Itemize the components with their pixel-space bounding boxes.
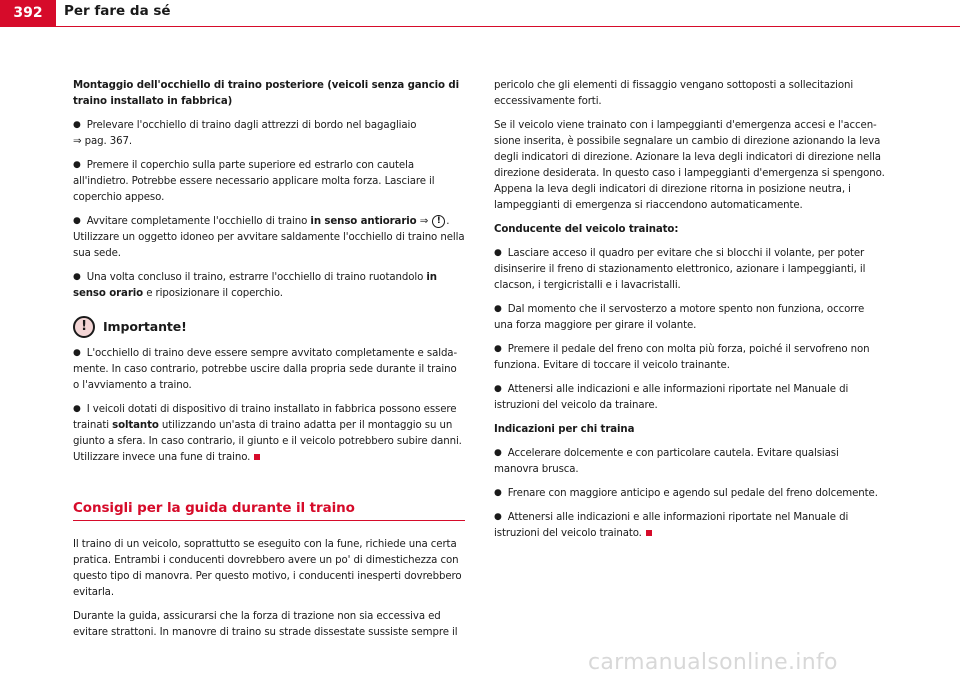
page-reference-link[interactable]: pag. 367.	[84, 136, 133, 147]
mount-heading: Montaggio dell'occhiello di traino posteriore (veicoli senza gancio di traino installato in fabbrica)	[73, 80, 459, 107]
section-title: Consigli per la guida durante il traino	[73, 500, 465, 521]
page-header	[0, 0, 960, 27]
paragraph: Durante la guida, assicurarsi che la forza di trazione non sia eccessiva ed evitare strattoni. In manovre di traino su strade dissestate sussiste sempre il	[73, 611, 458, 638]
end-mark-icon	[646, 530, 652, 536]
list-item: ● I veicoli dotati di dispositivo di traino installato in fabbrica possono essere trainati soltanto utilizzando un'asta di traino adatta per il montaggio su un giunto a sfera. In caso contrario, il giunto e il veicolo potrebbero subire danni. Utilizzare invece una fune di traino.	[73, 402, 465, 466]
towing-driver-heading: Indicazioni per chi traina	[494, 424, 635, 435]
list-item: ● L'occhiello di traino deve essere sempre avvitato completamente e salda-mente. In caso contrario, potrebbe uscire dalla propria sede durante il traino o l'avviamento a traino.	[73, 346, 465, 394]
list-item: ● Frenare con maggiore anticipo e agendo sul pedale del freno dolcemente.	[494, 486, 886, 502]
paragraph: Se il veicolo viene trainato con i lampeggianti d'emergenza accesi e l'accen-sione inserita, è possibile segnalare un cambio di direzione azionando la leva degli indicatori di direzione. Azionare la leva degli indicatori di direzione nella direzione desiderata. In questo caso i lampeggianti d'emergenza si spengono. Appena la leva degli indicatori di direzione ritorna in posizione neutra, i lampeggianti di emergenza si riaccendono automaticamente.	[494, 120, 885, 211]
important-title: Importante!	[103, 319, 187, 334]
page-number: 392	[0, 0, 56, 27]
arrow-icon: ⇒	[73, 136, 82, 147]
right-column	[494, 78, 886, 550]
arrow-icon: ⇒	[419, 216, 429, 227]
watermark: carmanualsonline.info	[588, 650, 838, 675]
paragraph: Il traino di un veicolo, soprattutto se eseguito con la fune, richiede una certa pratica. Entrambi i conducenti dovrebbero avere un po' di dimestichezza con questo tipo di manovra. Per questo motivo, i conducenti inesperti dovrebbero evitarla.	[73, 539, 462, 598]
list-item: ● Premere il pedale del freno con molta più forza, poiché il servofreno non funziona. Evitare di toccare il veicolo trainante.	[494, 342, 886, 374]
list-item: ● Accelerare dolcemente e con particolare cautela. Evitare qualsiasi manovra brusca.	[494, 446, 886, 478]
end-mark-icon	[254, 454, 260, 460]
left-column	[73, 78, 465, 649]
warning-icon[interactable]: !	[432, 215, 445, 228]
list-item: ● Una volta concluso il traino, estrarre l'occhiello di traino ruotandolo in senso orario e riposizionare il coperchio.	[73, 270, 465, 302]
list-item: ● Attenersi alle indicazioni e alle informazioni riportate nel Manuale di istruzioni del veicolo trainato.	[494, 510, 886, 542]
header-title: Per fare da sé	[64, 3, 171, 19]
important-warning-icon: !	[73, 316, 95, 338]
list-item: ● Attenersi alle indicazioni e alle informazioni riportate nel Manuale di istruzioni del veicolo da trainare.	[494, 382, 886, 414]
paragraph: pericolo che gli elementi di fissaggio vengano sottoposti a sollecitazioni eccessivamente forti.	[494, 80, 854, 107]
list-item: ● Avvitare completamente l'occhiello di traino in senso antiorario ⇒ ! . Utilizzare un oggetto idoneo per avvitare saldamente l'occhiello di traino nella sua sede.	[73, 214, 465, 262]
list-item: ● Premere il coperchio sulla parte superiore ed estrarlo con cautela all'indietro. Potrebbe essere necessario applicare molta forza. Lasciare il coperchio appeso.	[73, 158, 465, 206]
list-item: ● Lasciare acceso il quadro per evitare che si blocchi il volante, per poter disinserire il freno di stazionamento elettronico, azionare i lampeggianti, il clacson, i tergicristalli e i lavacristalli.	[494, 246, 886, 294]
list-item: ● Dal momento che il servosterzo a motore spento non funziona, occorre una forza maggiore per girare il volante.	[494, 302, 886, 334]
towed-driver-heading: Conducente del veicolo trainato:	[494, 224, 679, 235]
list-item: ● Prelevare l'occhiello di traino dagli attrezzi di bordo nel bagagliaio ⇒ pag. 367.	[73, 118, 465, 150]
important-box-header	[73, 316, 465, 338]
header-rule	[0, 26, 960, 27]
